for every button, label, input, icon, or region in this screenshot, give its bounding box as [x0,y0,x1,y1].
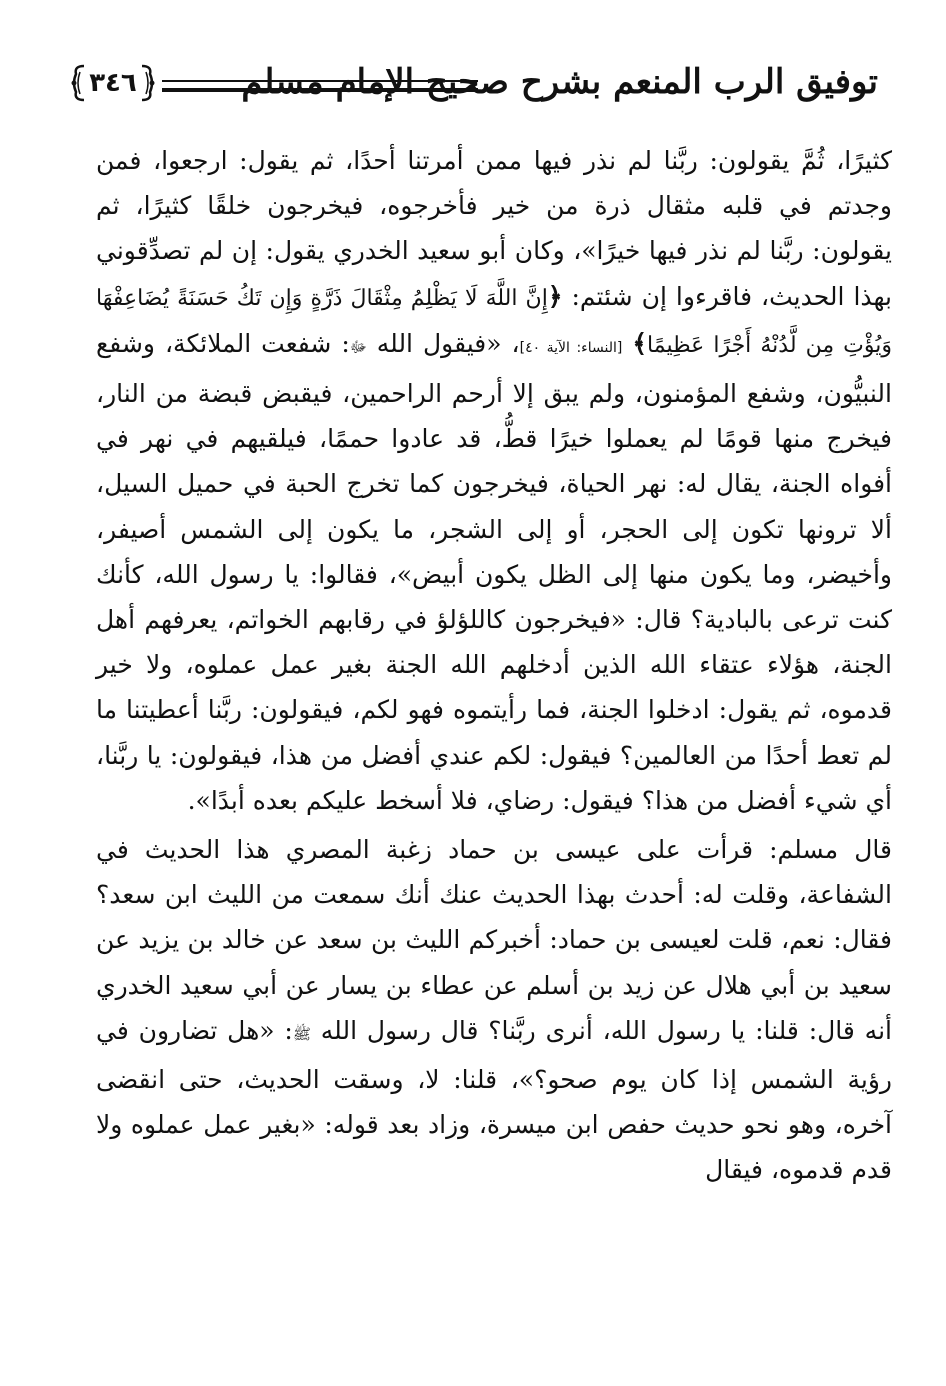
book-title: توفيق الرب المنعم بشرح صحيح الإمام مسلم [241,62,878,102]
text-run: كثيرًا، ثُمَّ يقولون: ربَّنا لم نذر فيها ممن أمرتنا أحدًا، ثم يقول: ارجعوا، فمن وجدتم في قلبه مثقال ذرة من خير فأخرجوه، فيخرجون خلقًا كثيرًا، ثم يقولون: ربَّنا لم نذر فيها خيرًا»، وكان أبو سعيد الخدري يقول: إن لم تصدِّقوني بهذا الحديث، فاقرءوا إن شئتم: [96,146,893,311]
verse-reference: [النساء: الآية ٤٠] [519,339,623,356]
header-rule-thick [162,88,478,92]
page-header [70,58,888,128]
text-run: ، «فيقول الله [366,328,520,358]
text-run: : «هل تضارون في رؤية الشمس إذا كان يوم صحو؟»، قلنا: لا، وسقت الحديث، حتى انقضى آخره، وهو نحو حديث حفص ابن ميسرة، وزاد بعد قوله: «بغير عمل عملوه ولا قدم قدموه، فيقال [96,1015,892,1185]
text-run: : شفعت الملائكة، وشفع النبيُّون، وشفع المؤمنون، ولم يبق إلا أرحم الراحمين، فيقبض قبضة من النار، فيخرج منها قومًا لم يعملوا خيرًا قطُّ، قد عادوا حممًا، فيلقيهم في نهر في أفواه الجنة، يقال له: نهر الحياة، فيخرجون كما تخرج الحبة في حميل السيل، ألا ترونها تكون إلى الحجر، أو إلى الشجر، ما يكون إلى الشمس أصيفر، وأخيضر، وما يكون منها إلى الظل يكون أبيض»، فقالوا: يا رسول الله، كأنك كنت ترعى بالبادية؟ قال: «فيخرجون كاللؤلؤ في رقابهم الخواتم، يعرفهم أهل الجنة، هؤلاء عتقاء الله الذين أدخلهم الله الجنة بغير عمل عملوه، ولا خير قدموه، ثم يقول: ادخلوا الجنة، فما رأيتموه فهو لكم، فيقولون: ربَّنا أعطيتنا ما لم تعط أحدًا من العالمين؟ فيقول: لكم عندي أفضل من هذا، فيقولون: يا ربَّنا، أي شيء أفضل من هذا؟ فيقول: رضاي، فلا أسخط عليكم بعده أبدًا». [96,328,893,815]
paragraph-hadith [96,138,892,823]
ayah-close-bracket: ﴾ [632,328,648,358]
text-run: قال مسلم: قرأت على عيسى بن حماد زغبة المصري هذا الحديث في الشفاعة، وقلت له: أحدث بهذا الحديث عنك أنك سمعت من الليث ابن سعد؟ فقال: نعم، قلت لعيسى بن حماد: أخبركم الليث بن سعد عن خالد بن يزيد عن سعيد بن أبي هلال عن زيد بن أسلم عن عطاء بن يسار عن أبي سعيد الخدري أنه قال: قلنا: يا رسول الله، أنرى ربَّنا؟ قال رسول الله [96,835,892,1045]
quran-verse: إِنَّ اللَّهَ لَا يَظْلِمُ مِثْقَالَ ذَرَّةٍ وَإِن تَكُ حَسَنَةً يُضَاعِفْهَا وَيُؤْتِ مِن لَّدُنْهُ أَجْرًا عَظِيمًا [96,285,892,358]
paragraph-muslim-note [96,827,892,1193]
header-rule-thin [162,80,478,82]
ayah-open-bracket: ﴿ [547,281,563,311]
honorific-glyph: ﷺ [292,1024,311,1043]
page-number: ٣٤٦ [89,68,137,98]
page-number-ornament [70,62,156,104]
honorific-glyph: ﷻ [349,337,367,356]
main-text [96,138,892,1193]
